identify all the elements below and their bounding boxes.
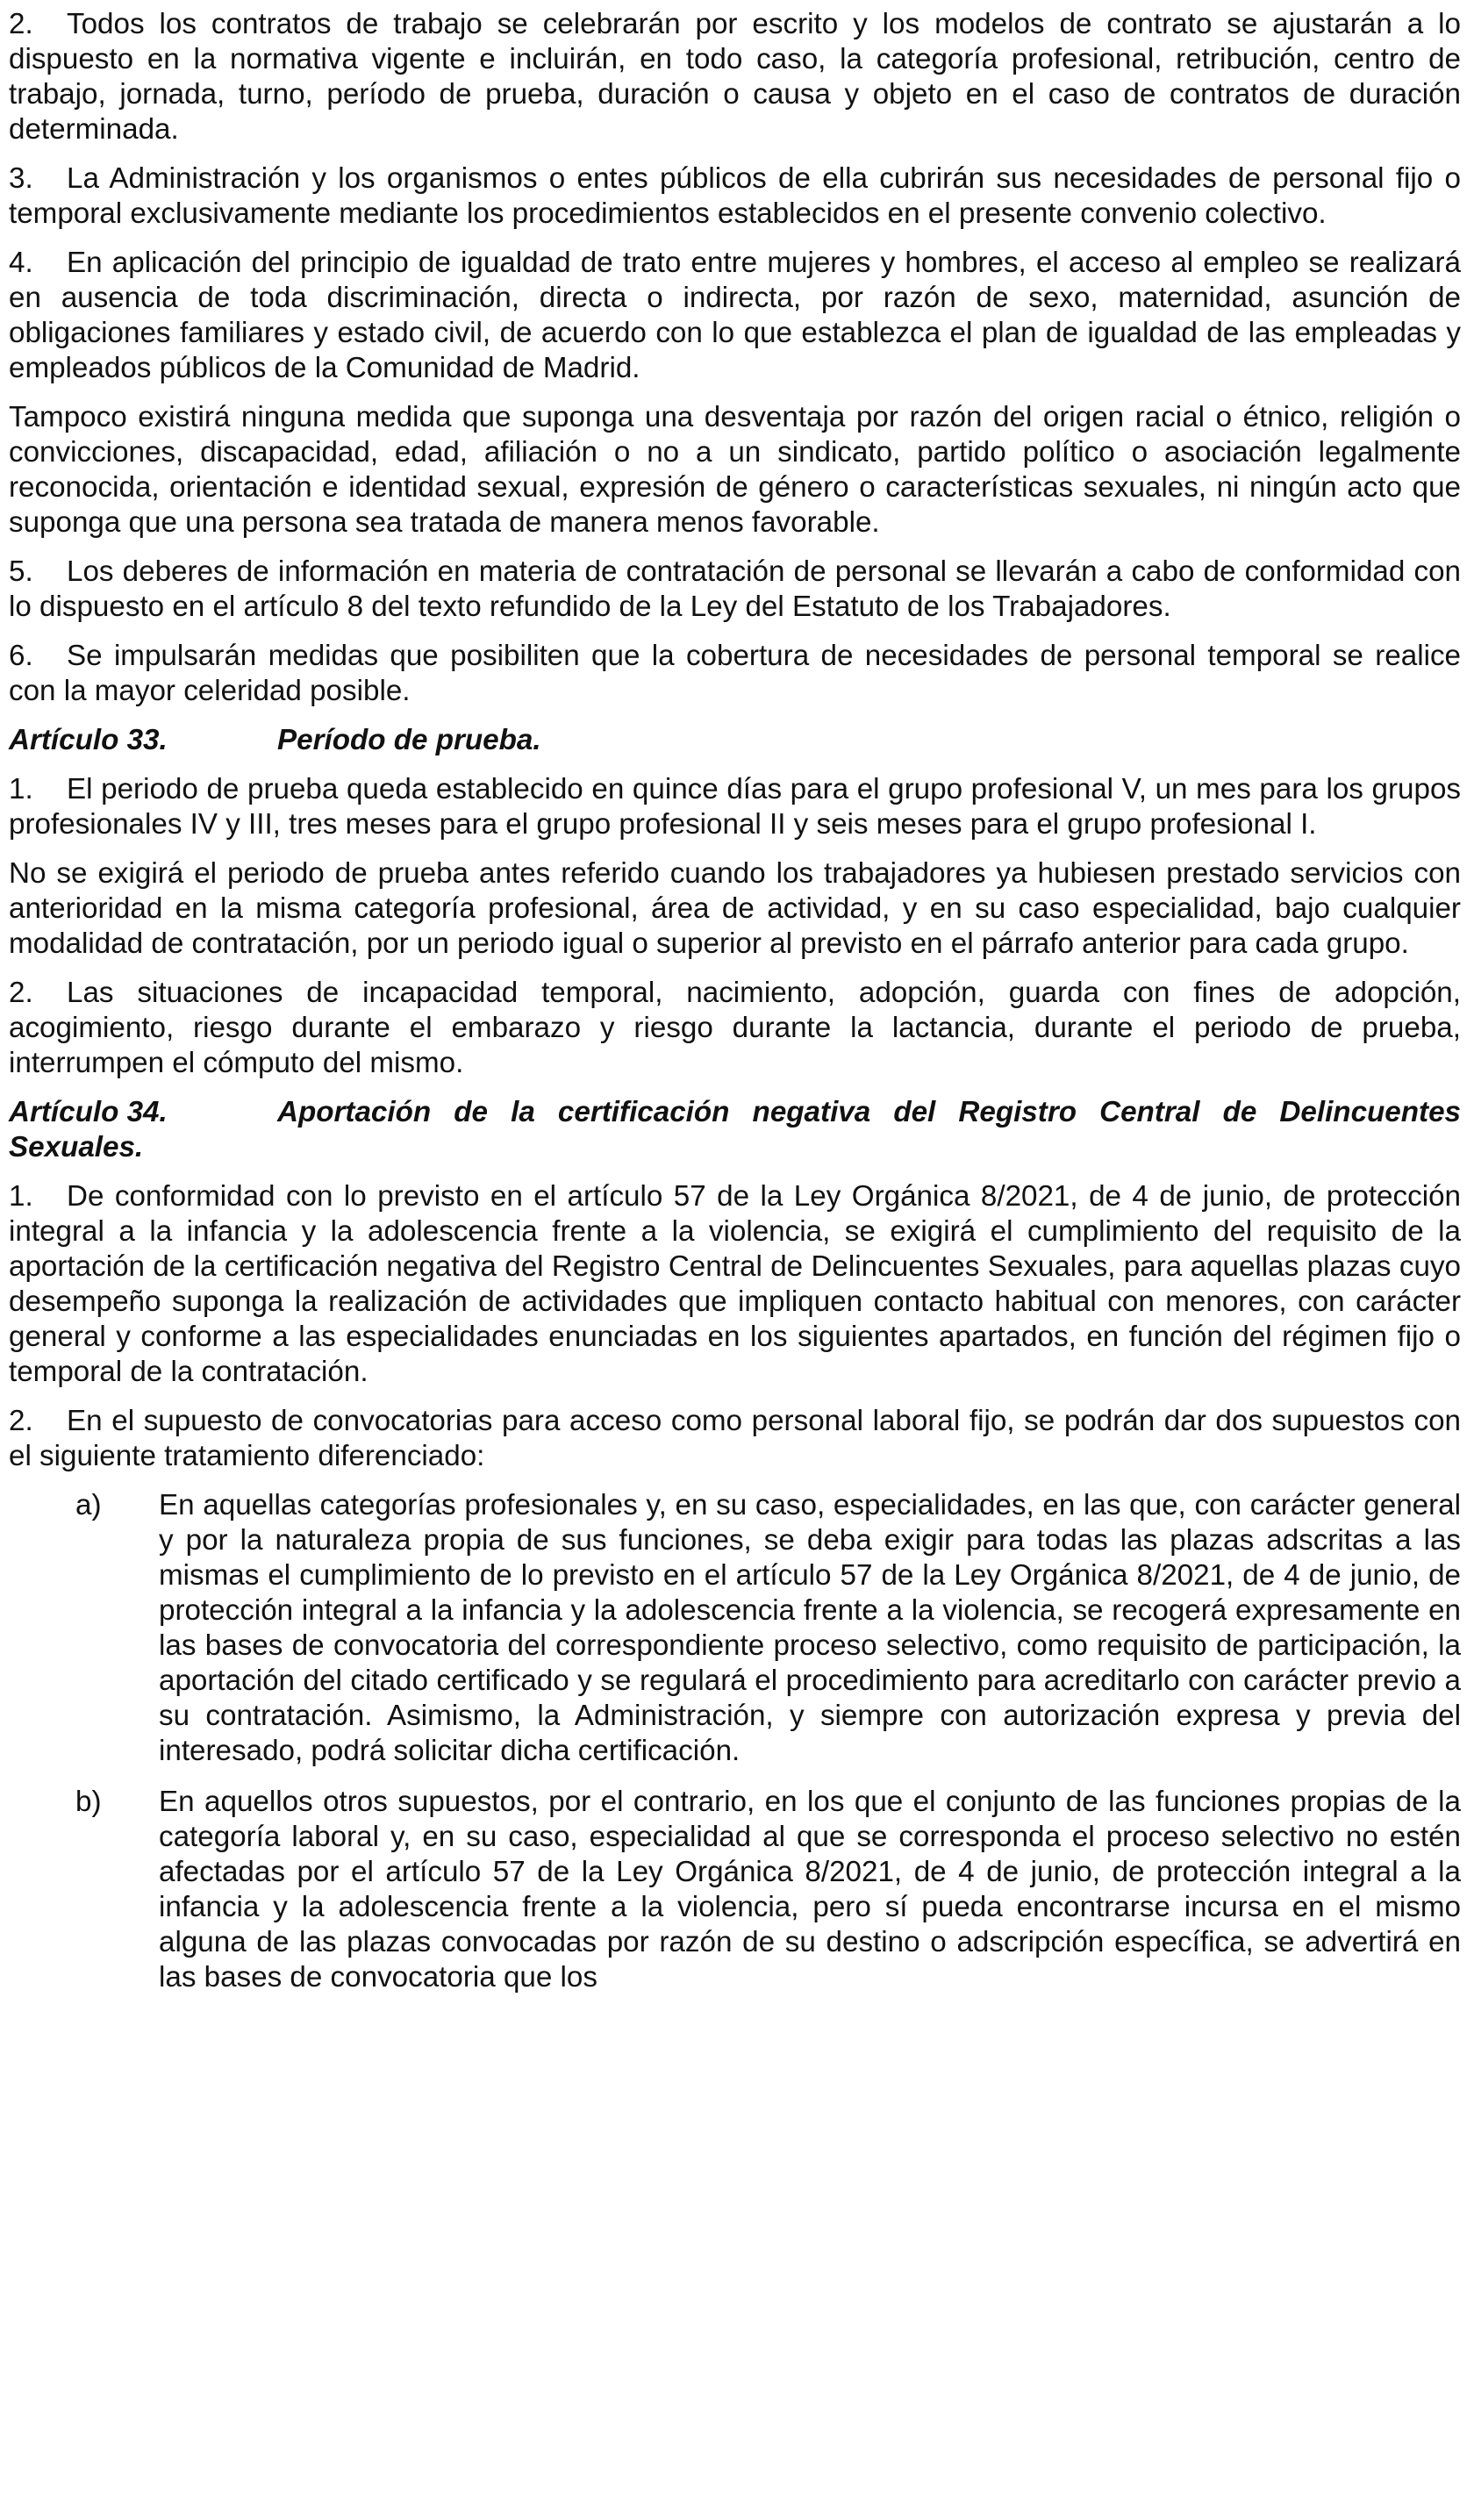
- paragraph-text: Todos los contratos de trabajo se celebrarán por escrito y los modelos de contrato se ajustarán a lo dispuesto en la normativa vigente e incluirán, en todo caso, la categoría profesional, retribución, centro de trabajo, jornada, turno, período de prueba, duración o causa y objeto en el caso de contratos de duración determinada.: [9, 8, 1461, 146]
- paragraph-text: Las situaciones de incapacidad temporal, nacimiento, adopción, guarda con fines de adopción, acogimiento, riesgo durante el embarazo y riesgo durante la lactancia, durante el periodo de prueba, interrumpen el cómputo del mismo.: [9, 977, 1461, 1079]
- paragraph-4: [9, 246, 1461, 386]
- subparagraph-label: a): [75, 1489, 102, 1521]
- article-33-paragraph-1-continued: [9, 856, 1461, 962]
- subparagraph-text: En aquellos otros supuestos, por el contrario, en los que el conjunto de las funciones propias de la categoría laboral y, en su caso, especialidad al que se corresponda el proceso selectivo no estén afectadas por el artículo 57 de la Ley Orgánica 8/2021, de 4 de junio, de protección integral a la infancia y la adolescencia frente a la violencia, pero sí pueda encontrarse incursa en el mismo alguna de las plazas convocadas por razón de su destino o adscripción específica, se advertirá en las bases de convocatoria que los: [159, 1786, 1461, 1994]
- paragraph-text: De conformidad con lo previsto en el artículo 57 de la Ley Orgánica 8/2021, de 4 de junio, de protección integral a la infancia y la adolescencia frente a la violencia, se exigirá el cumplimiento del requisito de la aportación de la certificación negativa del Registro Central de Delincuentes Sexuales, para aquellas plazas cuyo desempeño suponga la realización de actividades que impliquen contacto habitual con menores, con carácter general y conforme a las especialidades enunciadas en los siguientes apartados, en función del régimen fijo o temporal de la contratación.: [9, 1180, 1461, 1388]
- paragraph-5: [9, 555, 1461, 625]
- article-34-subparagraph-b: [9, 1785, 1461, 1995]
- article-number: Artículo 33.: [9, 724, 168, 756]
- article-title: Aportación de la certificación negativa del Registro Central de Delincuentes Sexuales.: [9, 1096, 1461, 1163]
- paragraph-number: 1.: [9, 773, 33, 805]
- paragraph-2: [9, 7, 1461, 147]
- document-page: [9, 7, 1461, 2011]
- paragraph-number: 2.: [9, 977, 33, 1009]
- paragraph-text: Tampoco existirá ninguna medida que suponga una desventaja por razón del origen racial o étnico, religión o convicciones, discapacidad, edad, afiliación o no a un sindicato, partido político o asociación legalmente reconocida, orientación e identidad sexual, expresión de género o características sexuales, ni ningún acto que suponga que una persona sea tratada de manera menos favorable.: [9, 401, 1461, 539]
- paragraph-number: 6.: [9, 640, 33, 672]
- paragraph-4-continued: [9, 400, 1461, 541]
- paragraph-number: 1.: [9, 1180, 33, 1213]
- article-33-heading: [9, 723, 1461, 758]
- paragraph-number: 4.: [9, 247, 33, 279]
- paragraph-number: 2.: [9, 8, 33, 40]
- article-34-paragraph-1: [9, 1179, 1461, 1390]
- article-34-subparagraph-a: [9, 1488, 1461, 1769]
- paragraph-number: 3.: [9, 162, 33, 195]
- article-34-heading: [9, 1095, 1461, 1165]
- article-34-paragraph-2: [9, 1404, 1461, 1474]
- article-33-paragraph-2: [9, 976, 1461, 1081]
- paragraph-number: 5.: [9, 555, 33, 588]
- paragraph-number: 2.: [9, 1405, 33, 1437]
- paragraph-text: No se exigirá el periodo de prueba antes referido cuando los trabajadores ya hubiesen prestado servicios con anterioridad en la misma categoría profesional, área de actividad, y en su caso especialidad, bajo cualquier modalidad de contratación, por un periodo igual o superior al previsto en el párrafo anterior para cada grupo.: [9, 857, 1461, 960]
- paragraph-text: Se impulsarán medidas que posibiliten que la cobertura de necesidades de personal temporal se realice con la mayor celeridad posible.: [9, 640, 1461, 707]
- paragraph-3: [9, 161, 1461, 232]
- article-number: Artículo 34.: [9, 1096, 168, 1128]
- subparagraph-text: En aquellas categorías profesionales y, en su caso, especialidades, en las que, con carácter general y por la naturaleza propia de sus funciones, se deba exigir para todas las plazas adscritas a las mismas el cumplimiento de lo previsto en el artículo 57 de la Ley Orgánica 8/2021, de 4 de junio, de protección integral a la infancia y la adolescencia frente a la violencia, se recogerá expresamente en las bases de convocatoria del correspondiente proceso selectivo, como requisito de participación, la aportación del citado certificado y se regulará el procedimiento para acreditarlo con carácter previo a su contratación. Asimismo, la Administración, y siempre con autorización expresa y previa del interesado, podrá solicitar dicha certificación.: [159, 1489, 1461, 1767]
- paragraph-text: Los deberes de información en materia de contratación de personal se llevarán a cabo de conformidad con lo dispuesto en el artículo 8 del texto refundido de la Ley del Estatuto de los Trabajadores.: [9, 555, 1461, 623]
- subparagraph-label: b): [75, 1786, 102, 1818]
- paragraph-text: El periodo de prueba queda establecido en quince días para el grupo profesional V, un mes para los grupos profesionales IV y III, tres meses para el grupo profesional II y seis meses para el grupo profesional I.: [9, 773, 1461, 841]
- paragraph-6: [9, 639, 1461, 709]
- paragraph-text: En aplicación del principio de igualdad de trato entre mujeres y hombres, el acceso al empleo se realizará en ausencia de toda discriminación, directa o indirecta, por razón de sexo, maternidad, asunción de obligaciones familiares y estado civil, de acuerdo con lo que establezca el plan de igualdad de las empleadas y empleados públicos de la Comunidad de Madrid.: [9, 247, 1461, 384]
- article-title: Período de prueba.: [277, 724, 541, 756]
- article-33-paragraph-1: [9, 772, 1461, 842]
- paragraph-text: La Administración y los organismos o entes públicos de ella cubrirán sus necesidades de personal fijo o temporal exclusivamente mediante los procedimientos establecidos en el presente convenio colectivo.: [9, 162, 1461, 230]
- paragraph-text: En el supuesto de convocatorias para acceso como personal laboral fijo, se podrán dar dos supuestos con el siguiente tratamiento diferenciado:: [9, 1405, 1461, 1472]
